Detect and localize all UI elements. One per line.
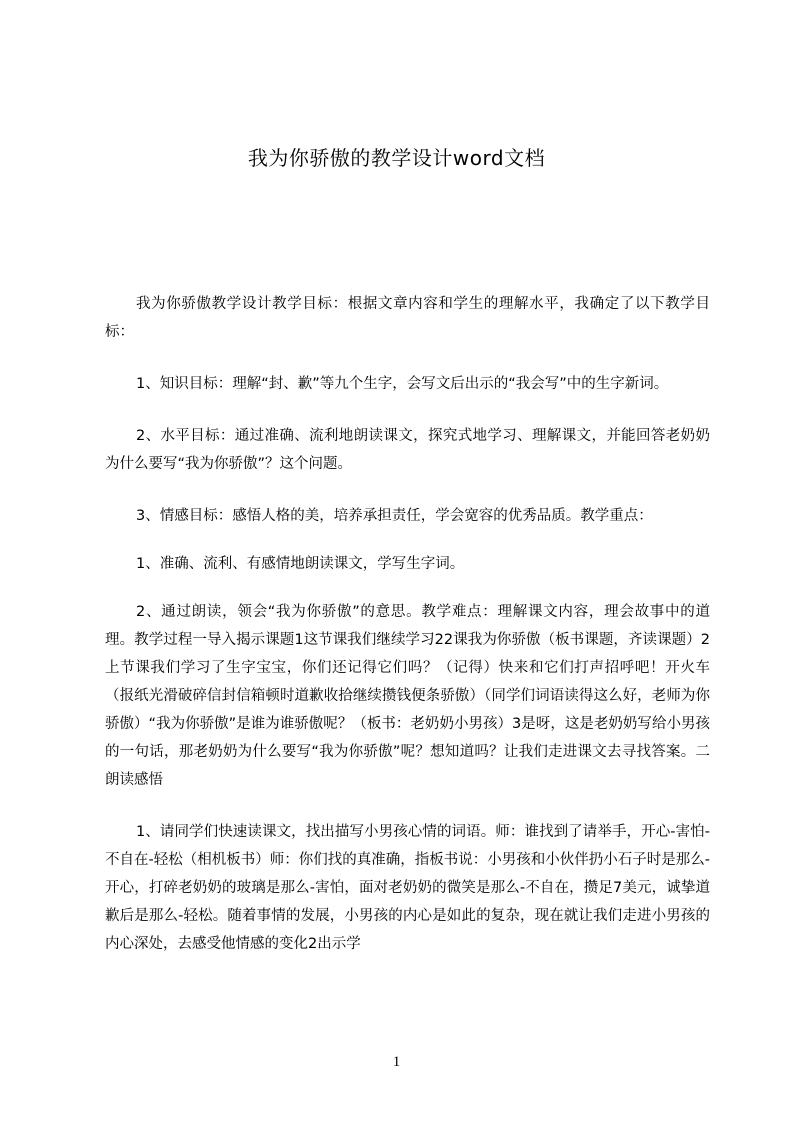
paragraph-intro: 我为你骄傲教学设计教学目标：根据文章内容和学生的理解水平，我确定了以下教学目标：	[105, 296, 710, 340]
document-body	[105, 290, 710, 982]
paragraph-key-point-1: 1、准确、流利、有感情地朗读课文，学写生字词。	[136, 556, 465, 572]
paragraph-reading-task: 1、请同学们快速读课文，找出描写小男孩心情的词语。师：谁找到了请举手，开心-害怕-不自在-轻松（相机板书）师：你们找的真准确，指板书说：小男孩和小伙伴扔小石子时是那么-开心，打碎老奶奶的玻璃是那么-害怕，面对老奶奶的微笑是那么-不自在，攒足7美元，诚挚道歉后是那么-轻松。随着事情的发展，小男孩的内心是如此的复杂，现在就让我们走进小男孩的内心深处，去感受他情感的变化2出示学	[105, 824, 710, 952]
document-title: 我为你骄傲的教学设计word文档	[247, 146, 546, 170]
paragraph-ability-goal: 2、水平目标：通过准确、流利地朗读课文，探究式地学习、理解课文，并能回答老奶奶为什么要写“我为你骄傲”？这个问题。	[105, 428, 710, 472]
paragraph-emotion-goal: 3、情感目标：感悟人格的美，培养承担责任，学会宽容的优秀品质。教学重点：	[136, 508, 653, 524]
page-number: 1	[392, 1054, 401, 1070]
paragraph-key-point-2: 2、通过朗读，领会“我为你骄傲”的意思。教学难点：理解课文内容，理会故事中的道理。教学过程一导入揭示课题1这节课我们继续学习22课我为你骄傲（板书课题，齐读课题）2上节课我们学习了生字宝宝，你们还记得它们吗？（记得）快来和它们打声招呼吧！开火车（报纸光滑破碎信封信箱顿时道歉收拾继续攒钱便条骄傲）（同学们词语读得这么好，老师为你骄傲）“我为你骄傲”是谁为谁骄傲呢？（板书：老奶奶小男孩）3是呀，这是老奶奶写给小男孩的一句话，那老奶奶为什么要写“我为你骄傲”呢？想知道吗？让我们走进课文去寻找答案。二朗读感悟	[105, 604, 710, 788]
paragraph-knowledge-goal: 1、知识目标：理解“封、歉”等九个生字，会写文后出示的“我会写”中的生字新词。	[136, 376, 669, 392]
